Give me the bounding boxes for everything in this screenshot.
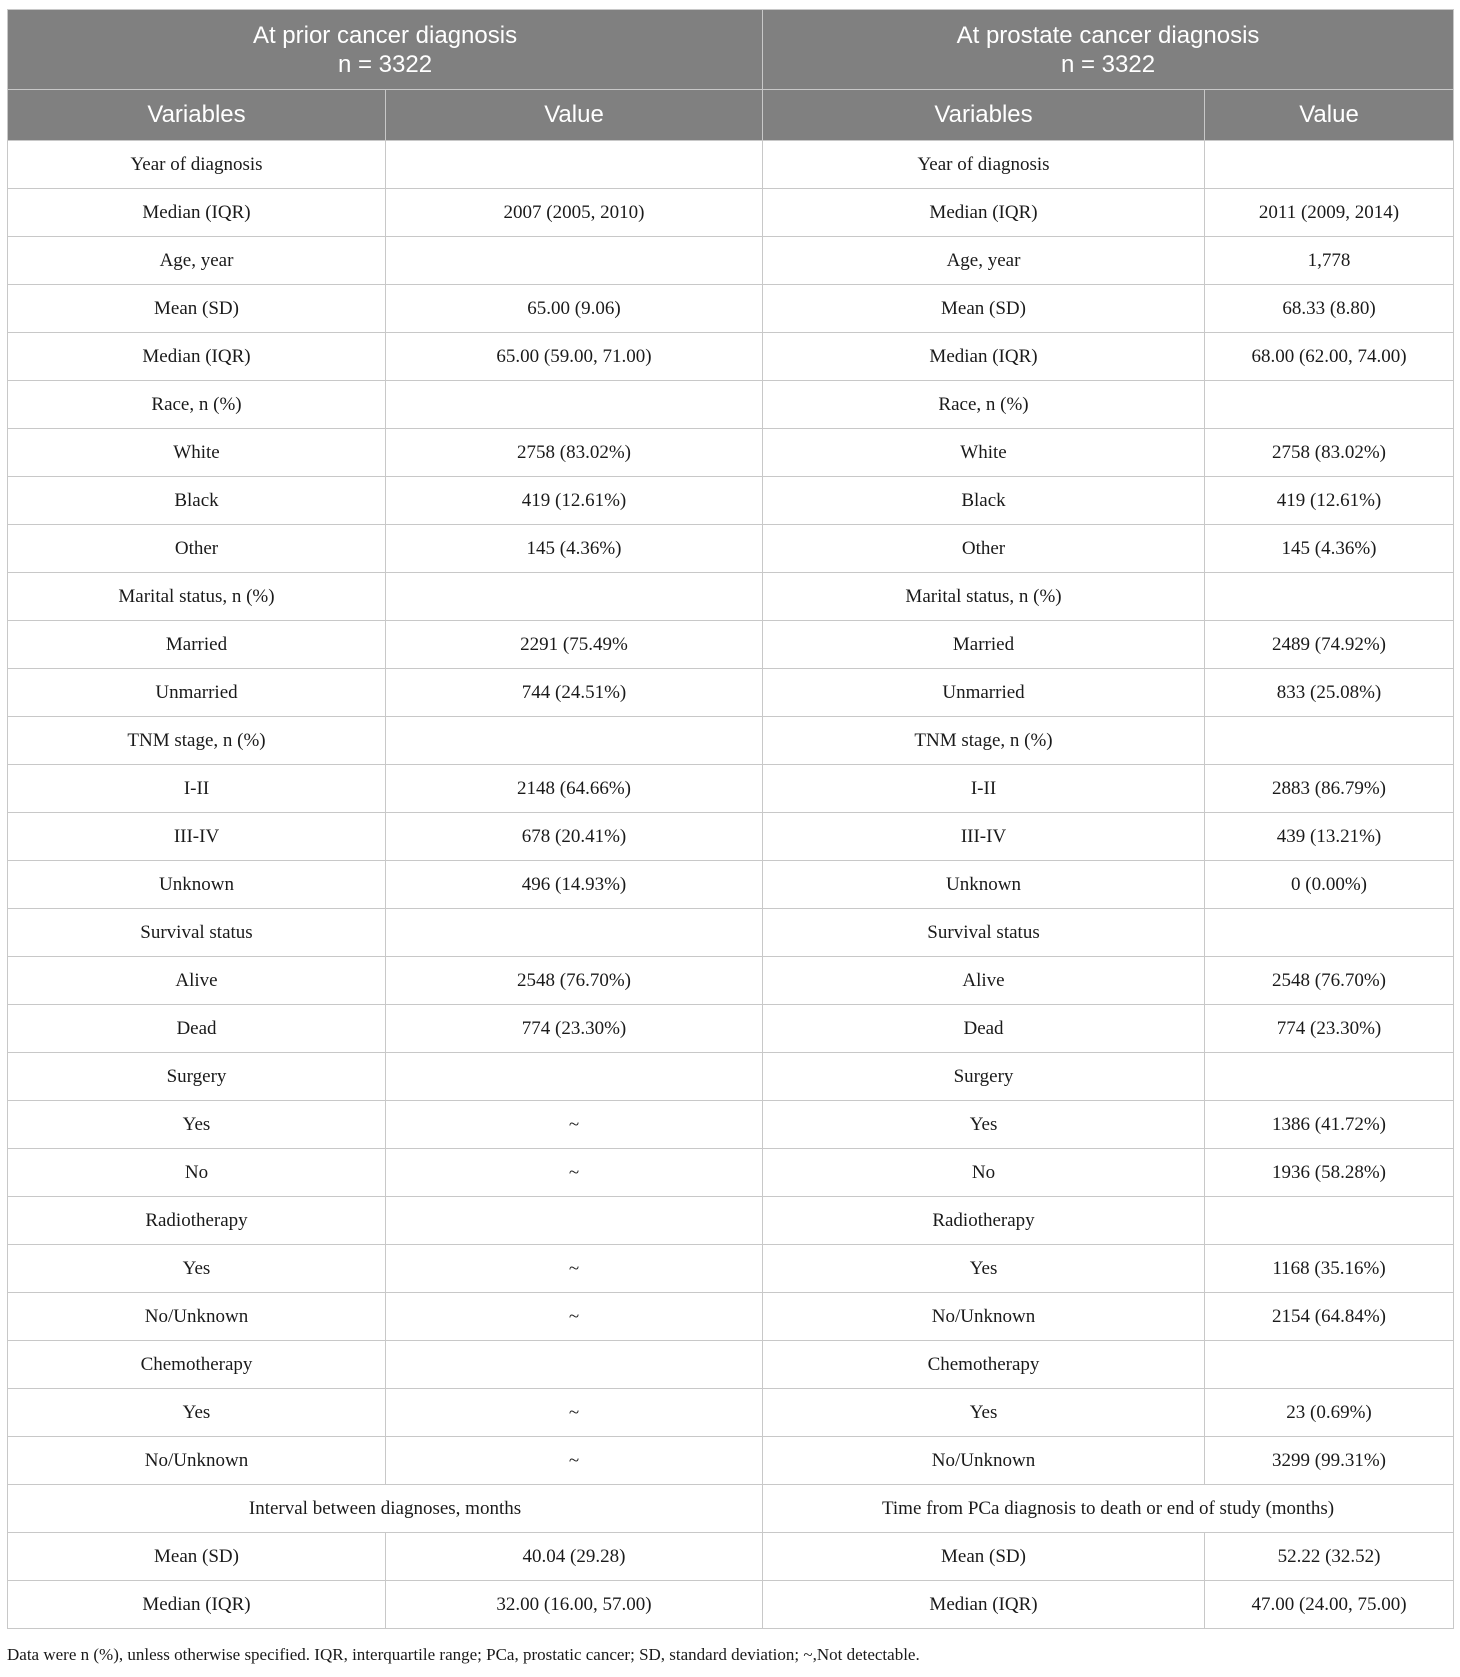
right-variable-cell: Median (IQR) [763,189,1205,237]
table-row [8,1389,1454,1437]
left-variable-cell: Median (IQR) [8,189,386,237]
right-variable-cell: Yes [763,1389,1205,1437]
left-variable-cell: No [8,1149,386,1197]
left-value-cell: ~ [386,1245,763,1293]
right-value-cell: 145 (4.36%) [1205,525,1454,573]
right-value-cell: 68.00 (62.00, 74.00) [1205,333,1454,381]
right-value-cell: 2154 (64.84%) [1205,1293,1454,1341]
table-header [8,10,1454,141]
left-variable-cell: Mean (SD) [8,285,386,333]
table-row [8,189,1454,237]
table-row [8,909,1454,957]
right-value-cell: 52.22 (32.52) [1205,1533,1454,1581]
left-value-cell: 496 (14.93%) [386,861,763,909]
left-variable-cell: I-II [8,765,386,813]
left-value-cell [386,381,763,429]
right-variable-cell: Median (IQR) [763,1581,1205,1629]
right-variable-cell: Survival status [763,909,1205,957]
left-value-cell: ~ [386,1293,763,1341]
right-value-cell: 47.00 (24.00, 75.00) [1205,1581,1454,1629]
right-value-cell: 3299 (99.31%) [1205,1437,1454,1485]
table-row [8,1197,1454,1245]
table-row [8,1437,1454,1485]
table-row [8,861,1454,909]
right-variable-cell: No/Unknown [763,1437,1205,1485]
prior-cancer-header [8,10,763,90]
left-variable-cell: Radiotherapy [8,1197,386,1245]
left-variable-cell: No/Unknown [8,1293,386,1341]
prior-cancer-n: n = 3322 [337,50,433,78]
right-value-cell: 1168 (35.16%) [1205,1245,1454,1293]
left-variable-cell: Median (IQR) [8,333,386,381]
left-variable-cell: III-IV [8,813,386,861]
table-row [8,525,1454,573]
left-value-cell: ~ [386,1149,763,1197]
right-value-cell: 1936 (58.28%) [1205,1149,1454,1197]
left-value-cell: 65.00 (9.06) [386,285,763,333]
table-row [8,333,1454,381]
prostate-cancer-title: At prostate cancer diagnosis [956,21,1260,49]
left-value-cell: 2007 (2005, 2010) [386,189,763,237]
right-value-cell [1205,717,1454,765]
left-value-cell: ~ [386,1101,763,1149]
left-variable-cell: Survival status [8,909,386,957]
right-value-cell [1205,381,1454,429]
table-footnote: Data were n (%), unless otherwise specified. IQR, interquartile range; PCa, prostatic cancer; SD, standard deviation; ~,Not detectable. [7,1645,920,1664]
right-variable-cell: Married [763,621,1205,669]
left-variable-cell: No/Unknown [8,1437,386,1485]
table-row [8,1581,1454,1629]
right-value-cell: 0 (0.00%) [1205,861,1454,909]
right-value-cell: 2883 (86.79%) [1205,765,1454,813]
right-variable-cell: Surgery [763,1053,1205,1101]
right-value-cell: 774 (23.30%) [1205,1005,1454,1053]
left-variable-cell: White [8,429,386,477]
right-value-cell [1205,1341,1454,1389]
left-variable-cell: Other [8,525,386,573]
table-row [8,1533,1454,1581]
right-variable-cell: Dead [763,1005,1205,1053]
left-variable-cell: Yes [8,1101,386,1149]
group-header-row [8,10,1454,90]
table-row [8,1005,1454,1053]
right-variable-cell: Race, n (%) [763,381,1205,429]
right-variable-cell: Radiotherapy [763,1197,1205,1245]
left-value-cell: 419 (12.61%) [386,477,763,525]
right-value-cell [1205,141,1454,189]
col-variables-right: Variables [763,90,1205,141]
left-value-cell: 32.00 (16.00, 57.00) [386,1581,763,1629]
left-variable-cell: Unmarried [8,669,386,717]
left-value-cell [386,717,763,765]
right-variable-cell: Mean (SD) [763,1533,1205,1581]
right-variable-cell: I-II [763,765,1205,813]
right-variable-cell: Unmarried [763,669,1205,717]
left-value-cell: 2548 (76.70%) [386,957,763,1005]
right-variable-cell: Alive [763,957,1205,1005]
left-variable-cell: Marital status, n (%) [8,573,386,621]
right-variable-cell: Yes [763,1245,1205,1293]
left-variable-cell: Dead [8,1005,386,1053]
table-row [8,1293,1454,1341]
left-value-cell: 2758 (83.02%) [386,429,763,477]
left-value-cell: 678 (20.41%) [386,813,763,861]
table-row [8,717,1454,765]
right-variable-cell: Other [763,525,1205,573]
right-value-cell: 2489 (74.92%) [1205,621,1454,669]
left-value-cell: 65.00 (59.00, 71.00) [386,333,763,381]
left-variable-cell: Alive [8,957,386,1005]
right-value-cell: 419 (12.61%) [1205,477,1454,525]
table-row [8,1245,1454,1293]
left-variable-cell: Married [8,621,386,669]
left-value-cell: ~ [386,1389,763,1437]
left-variable-cell: Age, year [8,237,386,285]
right-variable-cell: Age, year [763,237,1205,285]
left-variable-cell: Unknown [8,861,386,909]
left-value-cell [386,141,763,189]
right-value-cell: 2758 (83.02%) [1205,429,1454,477]
right-variable-cell: Black [763,477,1205,525]
right-value-cell: 1,778 [1205,237,1454,285]
table-row [8,1149,1454,1197]
left-value-cell: 774 (23.30%) [386,1005,763,1053]
left-value-cell: 40.04 (29.28) [386,1533,763,1581]
prior-cancer-title: At prior cancer diagnosis [252,21,518,49]
left-variable-cell: Surgery [8,1053,386,1101]
table-row [8,237,1454,285]
table-row [8,1341,1454,1389]
left-variable-cell: Year of diagnosis [8,141,386,189]
right-variable-cell: Mean (SD) [763,285,1205,333]
column-header-row [8,90,1454,141]
left-value-cell [386,1053,763,1101]
right-variable-cell: No [763,1149,1205,1197]
left-value-cell [386,237,763,285]
left-variable-cell: Mean (SD) [8,1533,386,1581]
table-row [8,381,1454,429]
right-variable-cell: Chemotherapy [763,1341,1205,1389]
table-row [8,429,1454,477]
left-value-cell [386,1341,763,1389]
table-row [8,1101,1454,1149]
right-value-cell: 68.33 (8.80) [1205,285,1454,333]
left-variable-cell: Median (IQR) [8,1581,386,1629]
baseline-characteristics-table [7,9,1454,1629]
table-row [8,957,1454,1005]
prostate-cancer-header [763,10,1454,90]
right-variable-cell: Year of diagnosis [763,141,1205,189]
table-row [8,477,1454,525]
left-value-cell [386,573,763,621]
right-value-cell: 439 (13.21%) [1205,813,1454,861]
right-value-cell [1205,1197,1454,1245]
right-value-cell: 23 (0.69%) [1205,1389,1454,1437]
table-row [8,621,1454,669]
left-variable-cell: Chemotherapy [8,1341,386,1389]
left-variable-cell: Black [8,477,386,525]
right-value-cell: 2548 (76.70%) [1205,957,1454,1005]
left-value-cell [386,909,763,957]
right-variable-cell: No/Unknown [763,1293,1205,1341]
table-row [8,573,1454,621]
left-value-cell: ~ [386,1437,763,1485]
right-value-cell: 1386 (41.72%) [1205,1101,1454,1149]
left-variable-cell: Yes [8,1389,386,1437]
right-variable-cell: Marital status, n (%) [763,573,1205,621]
table-row [8,813,1454,861]
left-value-cell [386,1197,763,1245]
right-value-cell [1205,1053,1454,1101]
table-row [8,1053,1454,1101]
left-variable-cell: TNM stage, n (%) [8,717,386,765]
right-variable-cell: Yes [763,1101,1205,1149]
left-value-cell: 744 (24.51%) [386,669,763,717]
left-variable-cell: Yes [8,1245,386,1293]
left-variable-cell: Race, n (%) [8,381,386,429]
left-value-cell: 2148 (64.66%) [386,765,763,813]
table-body [8,141,1454,1629]
right-value-cell: 833 (25.08%) [1205,669,1454,717]
followup-time-label-cell: Time from PCa diagnosis to death or end of study (months) [763,1485,1454,1533]
right-value-cell [1205,909,1454,957]
right-value-cell: 2011 (2009, 2014) [1205,189,1454,237]
left-value-cell: 2291 (75.49% [386,621,763,669]
interval-label-cell: Interval between diagnoses, months [8,1485,763,1533]
right-value-cell [1205,573,1454,621]
table-container [7,9,1453,1629]
col-value-right: Value [1205,90,1454,141]
prostate-cancer-n: n = 3322 [1060,50,1156,78]
col-value-left: Value [386,90,763,141]
right-variable-cell: White [763,429,1205,477]
left-value-cell: 145 (4.36%) [386,525,763,573]
table-row [8,141,1454,189]
right-variable-cell: III-IV [763,813,1205,861]
col-variables-left: Variables [8,90,386,141]
table-row-span [8,1485,1454,1533]
right-variable-cell: Median (IQR) [763,333,1205,381]
table-row [8,765,1454,813]
table-row [8,285,1454,333]
right-variable-cell: Unknown [763,861,1205,909]
right-variable-cell: TNM stage, n (%) [763,717,1205,765]
table-row [8,669,1454,717]
